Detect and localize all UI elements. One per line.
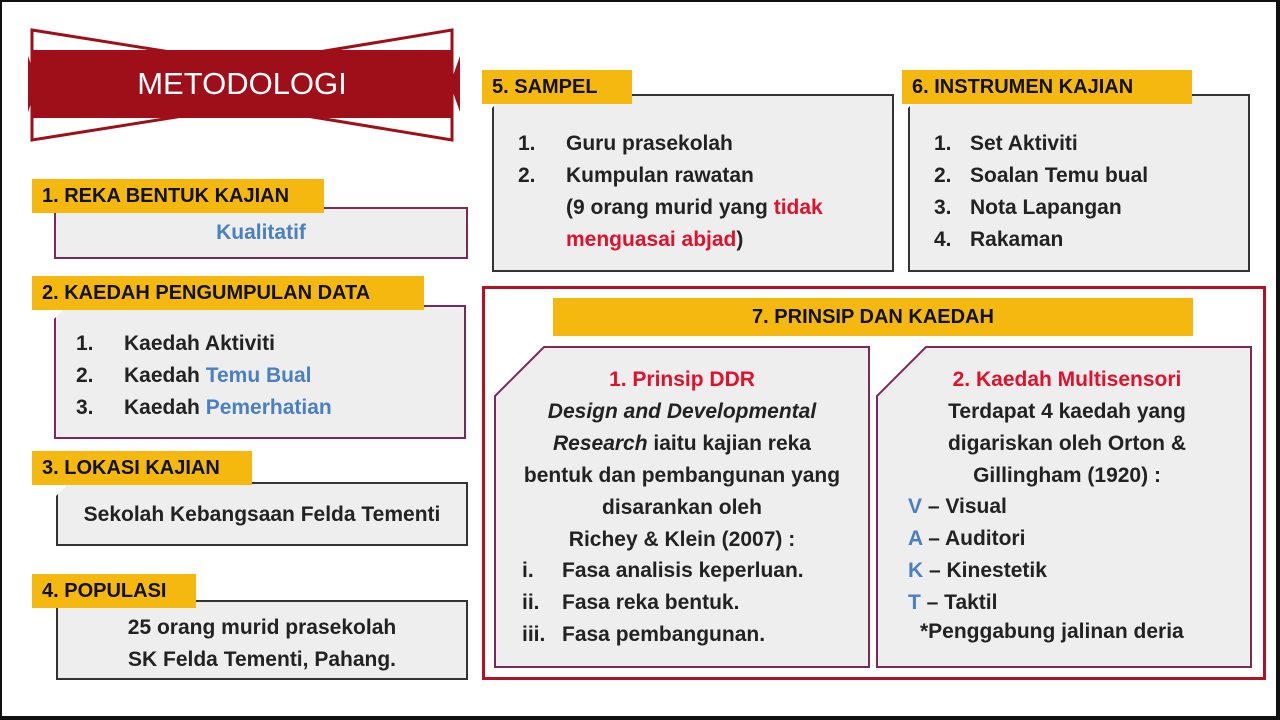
design-heading: 1. REKA BENTUK KAJIAN — [32, 179, 324, 213]
list-item: i. Fasa analisis keperluan. — [522, 559, 804, 582]
list-item: 3. Kaedah Pemerhatian — [76, 396, 332, 419]
instrument-heading: 6. INSTRUMEN KAJIAN — [902, 70, 1192, 104]
list-item: 1. Kaedah Aktiviti — [76, 332, 275, 355]
list-item: 2. Kaedah Temu Bual — [76, 364, 312, 387]
population-line2: SK Felda Tementi, Pahang. — [128, 648, 396, 671]
page-title: METODOLOGI — [137, 66, 347, 101]
list-item: 4. Rakaman — [934, 228, 1064, 251]
ddr-title: 1. Prinsip DDR — [609, 368, 755, 391]
list-item: A – Auditori — [908, 527, 1026, 550]
list-item: ii. Fasa reka bentuk. — [522, 591, 740, 614]
multisensory-line2: digariskan oleh Orton & — [947, 432, 1187, 455]
multisensory-note: *Penggabung jalinan deria — [920, 620, 1184, 643]
multisensory-line3: Gillingham (1920) : — [973, 464, 1161, 487]
multisensory-title: 2. Kaedah Multisensori — [952, 368, 1182, 391]
multisensory-content — [892, 364, 1242, 492]
list-item: iii. Fasa pembangunan. — [522, 623, 766, 646]
design-value: Kualitatif — [216, 221, 306, 244]
ddr-line3: bentuk dan pembangunan yang — [523, 464, 841, 487]
list-item: 1. Set Aktiviti — [934, 132, 1078, 155]
location-heading: 3. LOKASI KAJIAN — [32, 451, 252, 485]
multisensory-line1: Terdapat 4 kaedah yang — [948, 400, 1186, 423]
population-line1: 25 orang murid prasekolah — [127, 616, 397, 639]
ddr-line2: Research iaitu kajian reka — [553, 432, 811, 455]
sample-note-line1: (9 orang murid yang tidak — [566, 196, 823, 219]
data-collection-list — [76, 328, 332, 424]
ddr-line4: disarankan oleh — [602, 496, 762, 519]
ddr-line1: Design and Developmental — [547, 400, 817, 423]
ddr-line5: Richey & Klein (2007) : — [568, 528, 796, 551]
list-item: 2. Soalan Temu bual — [934, 164, 1149, 187]
list-item: V – Visual — [908, 495, 1007, 518]
ddr-content — [494, 364, 870, 556]
list-item: 3. Nota Lapangan — [934, 196, 1122, 219]
sample-list — [518, 128, 823, 256]
senses-list — [908, 491, 1047, 619]
ddr-phase-list — [522, 555, 804, 651]
list-item: T – Taktil — [908, 591, 998, 614]
slide — [2, 2, 1276, 716]
sample-note-line2: menguasai abjad) — [566, 228, 744, 251]
list-item: 2. Kumpulan rawatan — [518, 164, 754, 187]
principles-heading: 7. PRINSIP DAN KAEDAH — [553, 298, 1193, 336]
population-heading: 4. POPULASI — [32, 574, 196, 608]
instrument-list — [934, 128, 1148, 256]
data-collection-heading: 2. KAEDAH PENGUMPULAN DATA — [32, 276, 424, 310]
list-item: 1. Guru prasekolah — [518, 132, 733, 155]
location-value: Sekolah Kebangsaan Felda Tementi — [83, 503, 441, 526]
sample-heading: 5. SAMPEL — [482, 70, 632, 104]
list-item: K – Kinestetik — [908, 559, 1047, 582]
